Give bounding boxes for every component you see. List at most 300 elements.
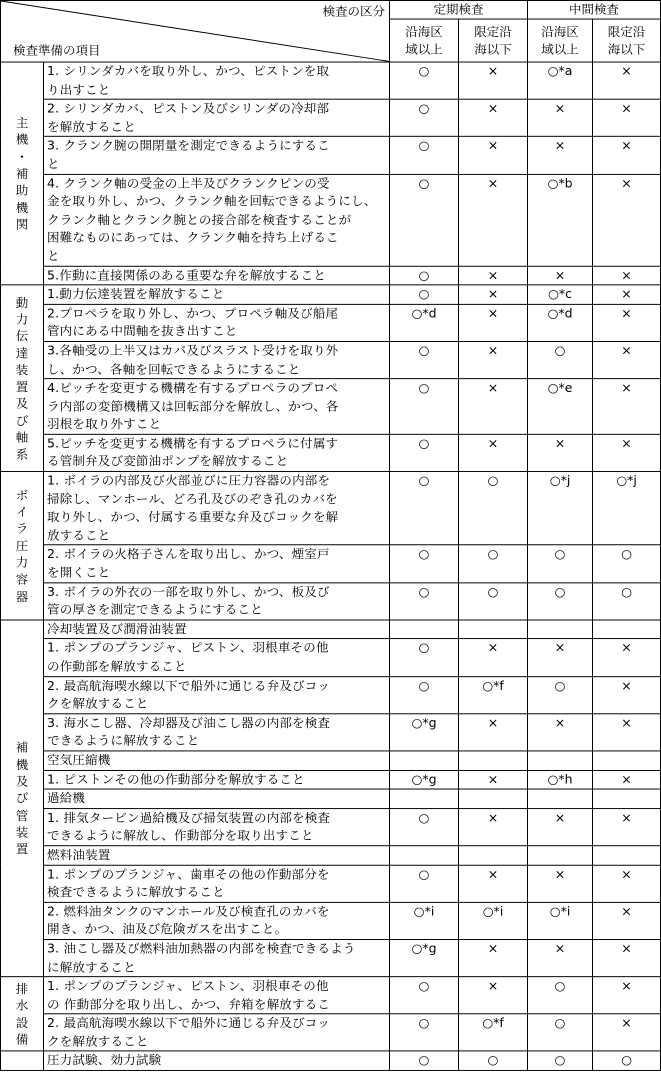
table-row (1, 789, 661, 808)
mark-value: × (554, 435, 566, 451)
mark-value: ○ (418, 63, 430, 79)
item-description (44, 1051, 390, 1070)
mark-cell (459, 977, 528, 1014)
item-line: クランク軸とクランク腕との接合部を検査することが (47, 211, 352, 227)
item-line: 2. ボイラの火格子さんを取り出し、かつ、煙室戸 (47, 546, 330, 562)
table-row (1, 62, 661, 99)
item-line: 4.ピッチを変更する機構を有するプロペラのプロペ (47, 380, 339, 395)
table-row (1, 865, 661, 902)
table-row (1, 582, 661, 619)
category-char: ボ (15, 487, 29, 503)
mark-value: × (487, 138, 499, 153)
mark-value: × (621, 1015, 632, 1031)
mark-cell (528, 770, 593, 789)
mark-cell (459, 304, 528, 341)
item-description (44, 939, 390, 976)
mark-cell (390, 714, 459, 751)
category-aux-machinery-piping (1, 620, 44, 977)
mark-cell (390, 472, 459, 546)
mark-cell (528, 939, 593, 976)
mark-cell (593, 137, 661, 174)
mark-cell (593, 1051, 661, 1070)
category-char: 力 (15, 311, 29, 327)
table-row (1, 174, 661, 266)
item-line: 2. 最高航海喫水線以下で船外に通じる弁及びコッ (47, 677, 330, 693)
mark-value: × (621, 100, 632, 116)
mark-value: × (621, 866, 632, 881)
item-line: の 作動部分を取り出し、かつ、弁箱を解放するこ (47, 996, 331, 1012)
category-char: 水 (15, 998, 29, 1013)
item-line: 冷却装置及び潤滑油装置 (47, 621, 187, 636)
mark-cell (459, 545, 528, 582)
mark-value: ○ (418, 286, 430, 302)
category-char: 補 (15, 740, 29, 755)
table-row (1, 939, 661, 976)
mark-value: × (487, 771, 499, 787)
mark-cell (390, 1051, 459, 1070)
mark-value: × (487, 435, 499, 451)
mark-value: ○*b (547, 175, 573, 191)
table-row (1, 714, 661, 751)
mark-cell (593, 341, 661, 378)
mark-cell (390, 304, 459, 341)
mark-cell (528, 639, 593, 676)
mark-cell (390, 1014, 459, 1051)
mark-cell (593, 285, 661, 304)
category-char: イ (15, 504, 29, 520)
mark-value: × (487, 640, 499, 656)
mark-cell (528, 808, 593, 845)
category-char: 置 (15, 841, 29, 857)
mark-cell (528, 174, 593, 266)
mark-cell (390, 379, 459, 434)
header-limited-coastal-below-2: 限定沿 海以下 (593, 19, 661, 62)
mark-value: × (621, 342, 632, 358)
mark-value: × (554, 809, 566, 825)
mark-value: ○ (418, 100, 430, 116)
item-line: 羽根を取り外すこと (47, 416, 162, 432)
mark-cell (593, 939, 661, 976)
mark-value: ○ (554, 1015, 566, 1031)
item-description (44, 304, 390, 341)
mark-value: × (487, 940, 499, 956)
item-description (44, 751, 390, 770)
mark-cell (593, 789, 661, 808)
item-line: 開き、かつ、油及び危険ガスを出すこと。 (47, 921, 288, 937)
item-line: 5.作動に直接関係のある重要な弁を解放すること (47, 267, 327, 282)
mark-cell (459, 285, 528, 304)
item-line: 掃除し、マンホール、どろ孔及びのぞき孔のカバを (47, 491, 338, 506)
category-char: 補 (15, 166, 29, 181)
mark-value: × (487, 175, 499, 191)
category-char: 主 (15, 115, 29, 130)
category-char: 及 (15, 773, 29, 789)
mark-value: × (621, 771, 632, 787)
mark-cell (459, 865, 528, 902)
item-line: 3.各軸受の上半又はカバ及びスラスト受けを取り外 (47, 342, 339, 358)
category-char: 管 (15, 807, 29, 823)
item-line: 燃料油装置 (47, 847, 111, 862)
item-line: り出すこと (47, 81, 111, 97)
item-line: 金を取り外し、かつ、クランク軸を回転できるようにし、 (47, 193, 377, 209)
mark-value: ○ (554, 677, 566, 693)
mark-value: ○*i (413, 903, 435, 919)
mark-value: × (487, 267, 499, 282)
mark-value: ○ (418, 866, 430, 881)
header-periodic-inspection: 定期検査 (390, 0, 528, 19)
item-description (44, 285, 390, 304)
item-line: 1. ボイラの内部及び火部並びに圧力容器の内部を (47, 472, 331, 488)
mark-value: ○*f (482, 1015, 504, 1031)
mark-cell (528, 62, 593, 99)
mark-value: × (554, 100, 566, 116)
mark-value: ○ (418, 677, 430, 693)
item-description (44, 789, 390, 808)
mark-cell (593, 1014, 661, 1051)
mark-value: ○ (621, 1052, 632, 1068)
category-char: び (15, 413, 29, 428)
mark-cell (459, 137, 528, 174)
item-line: に解放すること (47, 959, 136, 974)
mark-cell (528, 751, 593, 770)
item-description (44, 582, 390, 619)
mark-value: ○*g (411, 940, 437, 956)
mark-value: ○ (418, 472, 430, 488)
mark-value: × (487, 866, 499, 881)
table-row (1, 846, 661, 865)
category-char: 機 (15, 756, 29, 772)
table-row (1, 770, 661, 789)
mark-value: ○*d (411, 305, 437, 321)
mark-cell (459, 808, 528, 845)
mark-cell (593, 472, 661, 546)
item-description (44, 977, 390, 1014)
mark-cell (459, 639, 528, 676)
category-char: 力 (15, 555, 29, 570)
mark-cell (459, 939, 528, 976)
mark-value: ○ (418, 1015, 430, 1031)
mark-value: ○ (418, 978, 430, 993)
mark-cell (459, 379, 528, 434)
mark-value: ○ (554, 1052, 566, 1068)
mark-cell (390, 808, 459, 845)
item-line: 2. 燃料油タンクのマンホール及び検査孔のカバを (47, 903, 330, 919)
mark-value: × (487, 63, 499, 79)
mark-value: × (621, 640, 632, 656)
item-line: の作動部を解放すること (47, 658, 187, 674)
mark-value: ○ (418, 1052, 430, 1068)
item-line: 2. シリンダカバ、ピストン及びシリンダの冷却部 (47, 100, 330, 116)
mark-value: × (621, 305, 632, 321)
mark-cell (528, 865, 593, 902)
mark-value: × (487, 100, 499, 116)
mark-cell (593, 639, 661, 676)
header-intermediate-inspection: 中間検査 (528, 0, 661, 19)
item-line: 管の厚さを測定できるようにすること (47, 602, 263, 617)
table-row (1, 1014, 661, 1051)
table-row (1, 545, 661, 582)
header-corner-cell (1, 0, 390, 62)
item-line: 2. 最高航海喫水線以下で船外に通じる弁及びコッ (47, 1015, 330, 1031)
header-preparation-items: 検査準備の項目 (13, 43, 101, 59)
mark-cell (593, 714, 661, 751)
mark-value: ○*e (547, 380, 573, 395)
mark-value: ○*d (547, 305, 573, 321)
item-line: 5.ピッチを変更する機構を有するプロペラに付属す (47, 435, 339, 451)
category-char: 達 (15, 345, 29, 361)
mark-value: ○ (487, 546, 499, 562)
mark-cell (459, 582, 528, 619)
mark-cell (528, 99, 593, 136)
header-coastal-above-1: 沿海区 域以上 (390, 19, 459, 62)
mark-cell (528, 620, 593, 639)
item-description (44, 266, 390, 285)
category-char: 機 (15, 199, 29, 215)
mark-cell (593, 545, 661, 582)
mark-value: × (621, 380, 632, 395)
mark-cell (459, 846, 528, 865)
mark-cell (459, 434, 528, 471)
mark-cell (390, 137, 459, 174)
category-power-transmission (1, 285, 44, 472)
item-line: 困難なものにあっては、クランク軸を持ち上げるこ (47, 229, 339, 245)
mark-cell (459, 676, 528, 713)
category-drainage (1, 977, 44, 1052)
mark-cell (593, 266, 661, 285)
item-description (44, 902, 390, 939)
category-char: 容 (15, 571, 29, 587)
item-line: と (47, 156, 60, 171)
mark-cell (390, 770, 459, 789)
mark-value: ○ (418, 546, 430, 562)
mark-cell (390, 977, 459, 1014)
item-line: 過給機 (47, 790, 86, 806)
item-line: 1. ポンプのプランジャ、ピストン、羽根車その他 (47, 640, 329, 656)
mark-cell (528, 472, 593, 546)
mark-value: × (487, 978, 499, 993)
item-line: 1. ポンプのプランジャ、ピストン、羽根車その他 (47, 978, 329, 993)
item-line: 3. 海水こし器、冷却器及び油こし器の内部を検査 (47, 715, 331, 730)
mark-cell (528, 582, 593, 619)
mark-cell (390, 620, 459, 639)
item-line: 2.プロペラを取り外し、かつ、プロペラ軸及び船尾 (47, 305, 339, 321)
mark-value: ○ (418, 267, 430, 282)
item-line: と (47, 248, 60, 263)
table-row (1, 434, 661, 471)
item-description (44, 1014, 390, 1051)
item-line: 3. 油こし器及び燃料油加熱器の内部を検査できるよう (47, 940, 356, 956)
mark-value: × (554, 640, 566, 656)
item-line: る管制弁及び変節油ポンプを解放すること (47, 453, 289, 469)
mark-value: ○*j (616, 472, 637, 488)
mark-value: ○*i (482, 903, 504, 919)
mark-cell (593, 62, 661, 99)
mark-cell (528, 434, 593, 471)
mark-value: ○ (487, 1052, 499, 1068)
item-line: 圧力試験、効力試験 (47, 1052, 162, 1068)
mark-cell (528, 266, 593, 285)
mark-cell (390, 902, 459, 939)
mark-cell (459, 770, 528, 789)
mark-cell (528, 902, 593, 939)
mark-value: ○ (418, 435, 430, 451)
table-row (1, 902, 661, 939)
item-line: 取り外し、かつ、付属する重要な弁及びコックを解 (47, 509, 339, 524)
item-line: 放すること (47, 527, 111, 543)
mark-value: ○*h (547, 771, 573, 787)
mark-value: ○*g (411, 771, 437, 787)
mark-cell (459, 62, 528, 99)
item-line: できるように解放すること (47, 733, 200, 748)
item-line: 管内にある中間軸を抜き出すこと (47, 323, 238, 339)
category-char: 及 (15, 396, 29, 411)
item-description (44, 714, 390, 751)
mark-cell (390, 99, 459, 136)
mark-cell (390, 341, 459, 378)
item-description (44, 620, 390, 639)
category-char: 機 (15, 132, 29, 147)
mark-value: × (621, 435, 632, 451)
mark-value: ○*a (547, 63, 573, 79)
item-description (44, 341, 390, 378)
mark-value: ○*c (548, 286, 573, 302)
item-line: 1.動力伝達装置を解放すること (47, 286, 225, 302)
mark-value: × (621, 286, 632, 302)
item-line: 3. ボイラの外衣の一部を取り外し、かつ、板及び (47, 583, 330, 599)
category-char: 備 (15, 1031, 29, 1047)
mark-value: ○ (487, 472, 499, 488)
mark-cell (593, 620, 661, 639)
mark-value: ○*i (549, 903, 571, 919)
mark-cell (528, 977, 593, 1014)
mark-value: ○ (418, 342, 430, 358)
mark-value: × (487, 380, 499, 395)
mark-cell (528, 714, 593, 751)
item-description (44, 808, 390, 845)
mark-value: ○ (487, 583, 499, 599)
item-line: 3. クランク腕の開閉量を測定できるようにするこ (47, 138, 330, 153)
category-char: 系 (15, 446, 29, 462)
mark-cell (528, 676, 593, 713)
mark-cell (390, 545, 459, 582)
category-char: 設 (15, 1015, 29, 1030)
mark-cell (593, 379, 661, 434)
mark-cell (459, 1014, 528, 1051)
mark-cell (459, 174, 528, 266)
mark-value: × (487, 809, 499, 825)
category-char: 排 (15, 981, 29, 996)
table-row (1, 99, 661, 136)
mark-cell (459, 620, 528, 639)
mark-cell (390, 865, 459, 902)
header-coastal-above-2: 沿海区 域以上 (528, 19, 593, 62)
table-row (1, 472, 661, 546)
item-line: 1. シリンダカバを取り外し、かつ、ピストンを取 (47, 63, 330, 79)
mark-value: ○ (554, 342, 566, 358)
category-boiler-pressure-vessel (1, 472, 44, 620)
table-row (1, 304, 661, 341)
mark-cell (459, 789, 528, 808)
mark-value: ○ (554, 583, 566, 599)
mark-cell (528, 846, 593, 865)
item-line: できるように解放し、作動部分を取り出すこと (47, 827, 314, 843)
item-description (44, 62, 390, 99)
mark-value: × (621, 809, 632, 825)
item-line: 1. ピストンその他の作動部分を解放すること (47, 771, 305, 787)
table-body (1, 62, 661, 1070)
mark-value: × (621, 978, 632, 993)
item-description (44, 639, 390, 676)
mark-value: ○ (621, 546, 632, 562)
mark-cell (390, 582, 459, 619)
mark-cell (459, 714, 528, 751)
item-description (44, 545, 390, 582)
mark-cell (593, 808, 661, 845)
category-main-aux-engine (1, 62, 44, 285)
mark-value: × (554, 715, 566, 730)
item-description (44, 99, 390, 136)
category-char: 圧 (15, 538, 29, 553)
mark-value: × (621, 138, 632, 153)
mark-cell (390, 751, 459, 770)
table-row (1, 137, 661, 174)
category-char: ラ (15, 521, 29, 536)
mark-value: × (487, 286, 499, 302)
item-line: クを解放すること (47, 695, 149, 711)
mark-value: × (554, 138, 566, 153)
table-row (1, 285, 661, 304)
mark-cell (528, 304, 593, 341)
mark-value: × (621, 63, 632, 79)
mark-cell (593, 676, 661, 713)
mark-value: ○*g (411, 715, 437, 730)
mark-cell (459, 266, 528, 285)
mark-cell (459, 751, 528, 770)
item-description (44, 865, 390, 902)
table-row (1, 676, 661, 713)
mark-value: ○ (418, 640, 430, 656)
mark-cell (593, 865, 661, 902)
mark-value: × (554, 940, 566, 956)
mark-cell (593, 751, 661, 770)
category-char: 軸 (15, 429, 29, 445)
table-row (1, 341, 661, 378)
item-description (44, 434, 390, 471)
table-row (1, 1051, 661, 1070)
mark-cell (528, 1014, 593, 1051)
header-limited-coastal-below-1: 限定沿 海以下 (459, 19, 528, 62)
category-char: 器 (15, 588, 29, 604)
mark-cell (459, 99, 528, 136)
mark-cell (459, 902, 528, 939)
mark-value: × (554, 267, 566, 282)
mark-value: ○ (554, 546, 566, 562)
mark-cell (390, 676, 459, 713)
item-description (44, 472, 390, 546)
table-row (1, 639, 661, 676)
item-line: を開くこと (47, 564, 111, 580)
mark-cell (390, 789, 459, 808)
mark-value: ○ (418, 138, 430, 153)
category-char: 伝 (15, 328, 29, 344)
mark-value: × (621, 903, 632, 919)
category-char: ・ (15, 149, 29, 164)
category-char: 動 (15, 294, 29, 310)
mark-value: ○ (621, 583, 632, 599)
category-char: 助 (15, 182, 29, 198)
mark-cell (593, 174, 661, 266)
mark-value: ○*j (549, 472, 571, 488)
